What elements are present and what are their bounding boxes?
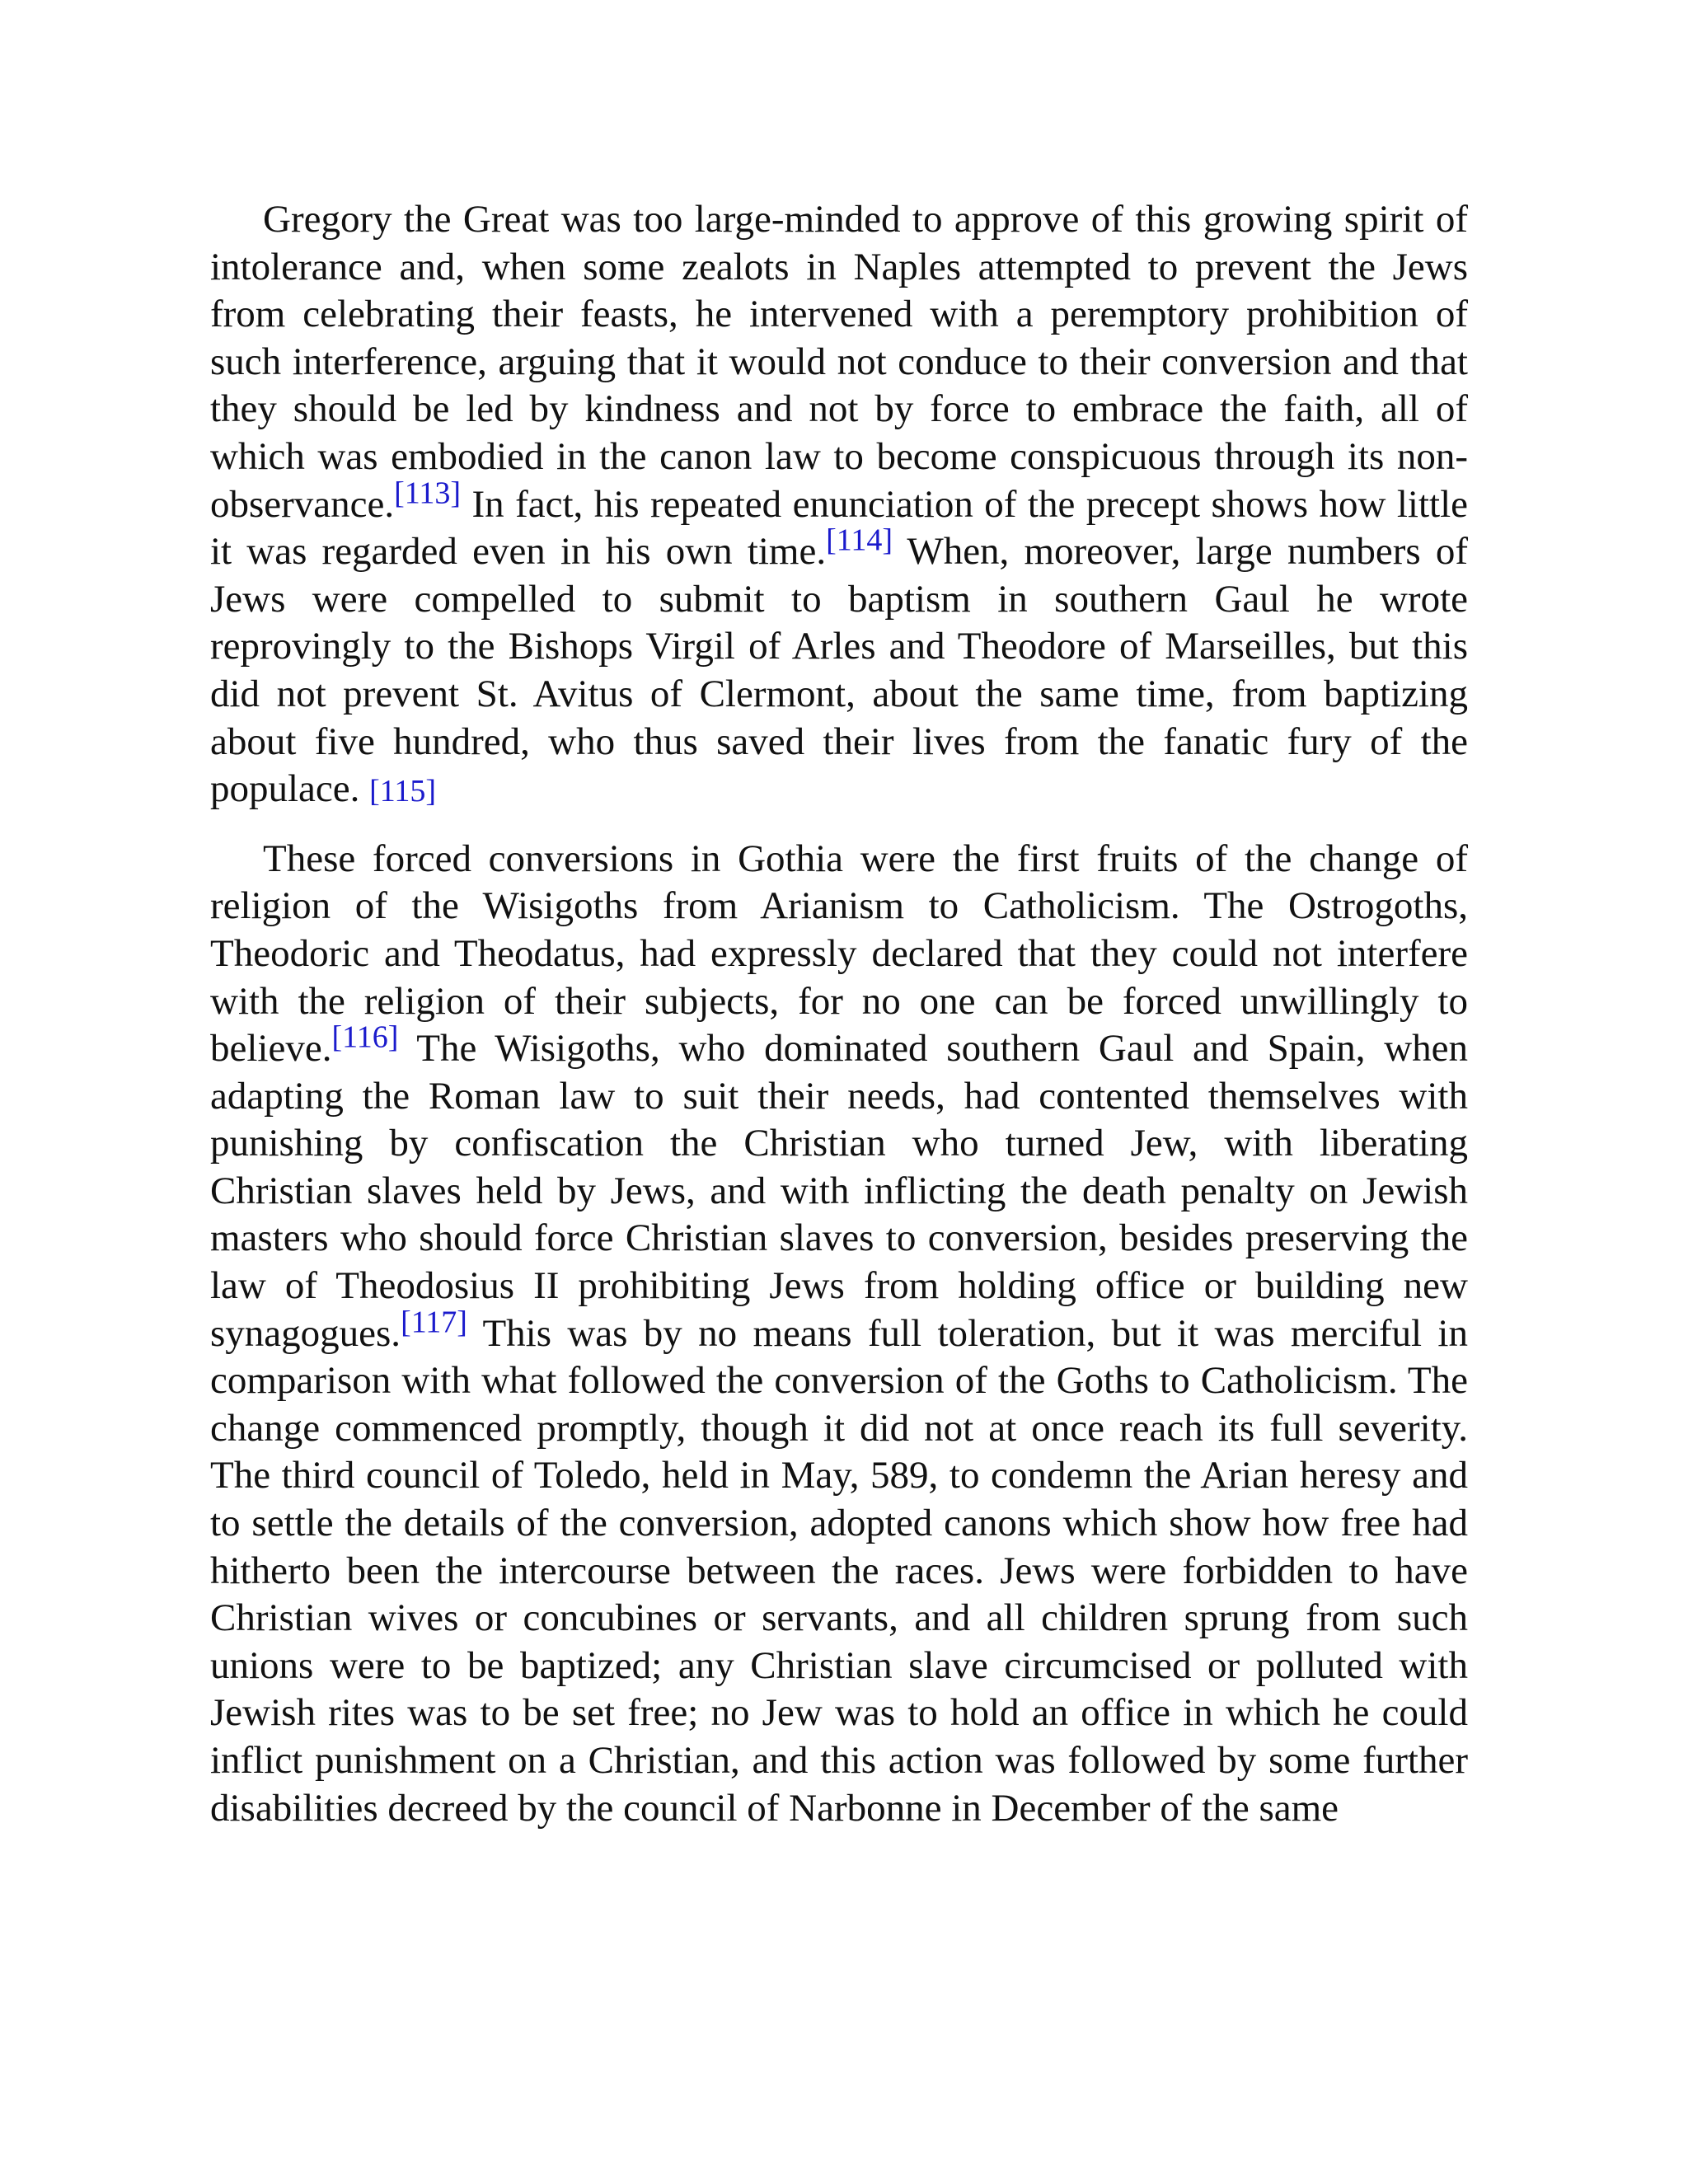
paragraph-text: In fact, his repeated enunciation of the precept shows how little it was regarded even in his own time.: [210, 482, 1468, 574]
footnote-link-117[interactable]: [117]: [401, 1305, 467, 1339]
paragraph-text: This was by no means full toleration, but it was merciful in comparison with what followed the conversion of the Goths to Catholicism. The change commenced promptly, though it did not at once reach its full severity. The third council of Toledo, held in May, 589, to condemn the Arian heresy and to settle the details of the conversion, adopted canons which show how free had hitherto been the intercourse between the races. Jews were forbidden to have Christian wives or concubines or servants, and all children sprung from such unions were to be baptized; any Christian slave circumcised or polluted with Jewish rites was to be set free; no Jew was to hold an office in which he could inflict punishment on a Christian, and this action was followed by some further disabilities decreed by the council of Narbonne in December of the same: [210, 1311, 1468, 1830]
page-body: [210, 196, 1468, 1832]
paragraph-text: Gregory the Great was too large-minded to approve of this growing spirit of intolerance and, when some zealots in Naples attempted to prevent the Jews from celebrating their feasts, he intervened with a peremptory prohibition of such interference, arguing that it would not conduce to their conversion and that they should be led by kindness and not by force to embrace the faith, all of which was embodied in the canon law to become conspicuous through its non-observance.: [210, 198, 1468, 526]
footnote-link-114[interactable]: [114]: [826, 523, 893, 558]
footnote-link-113[interactable]: [113]: [394, 475, 462, 510]
paragraph-text: These forced conversions in Gothia were the first fruits of the change of religion of the Wisigoths from Arianism to Catholicism. The Ostrogoths, Theodoric and Theodatus, had expressly declared that they could not interfere with the religion of their subjects, for no one can be forced unwillingly to believe.: [210, 837, 1468, 1071]
paragraph-gregory: [210, 196, 1468, 816]
footnote-link-116[interactable]: [116]: [331, 1019, 399, 1055]
paragraph-text: The Wisigoths, who dominated southern Gaul and Spain, when adapting the Roman law to suit their needs, had contented themselves with punishing by confiscation the Christian who turned Jew, with liberating Christian slaves held by Jews, and with inflicting the death penalty on Jewish masters who should force Christian slaves to conversion, besides preserving the law of Theodosius II prohibiting Jews from holding office or building new synagogues.: [210, 1027, 1468, 1355]
footnote-link-115[interactable]: [115]: [369, 774, 437, 809]
paragraph-gothia: [210, 836, 1468, 1832]
paragraph-text: When, moreover, large numbers of Jews were compelled to submit to baptism in southern Gaul he wrote reprovingly to the Bishops Virgil of Arles and Theodore of Marseilles, but this did not prevent St. Avitus of Clermont, about the same time, from baptizing about five hundred, who thus saved their lives from the fanatic fury of the populace.: [210, 530, 1469, 811]
